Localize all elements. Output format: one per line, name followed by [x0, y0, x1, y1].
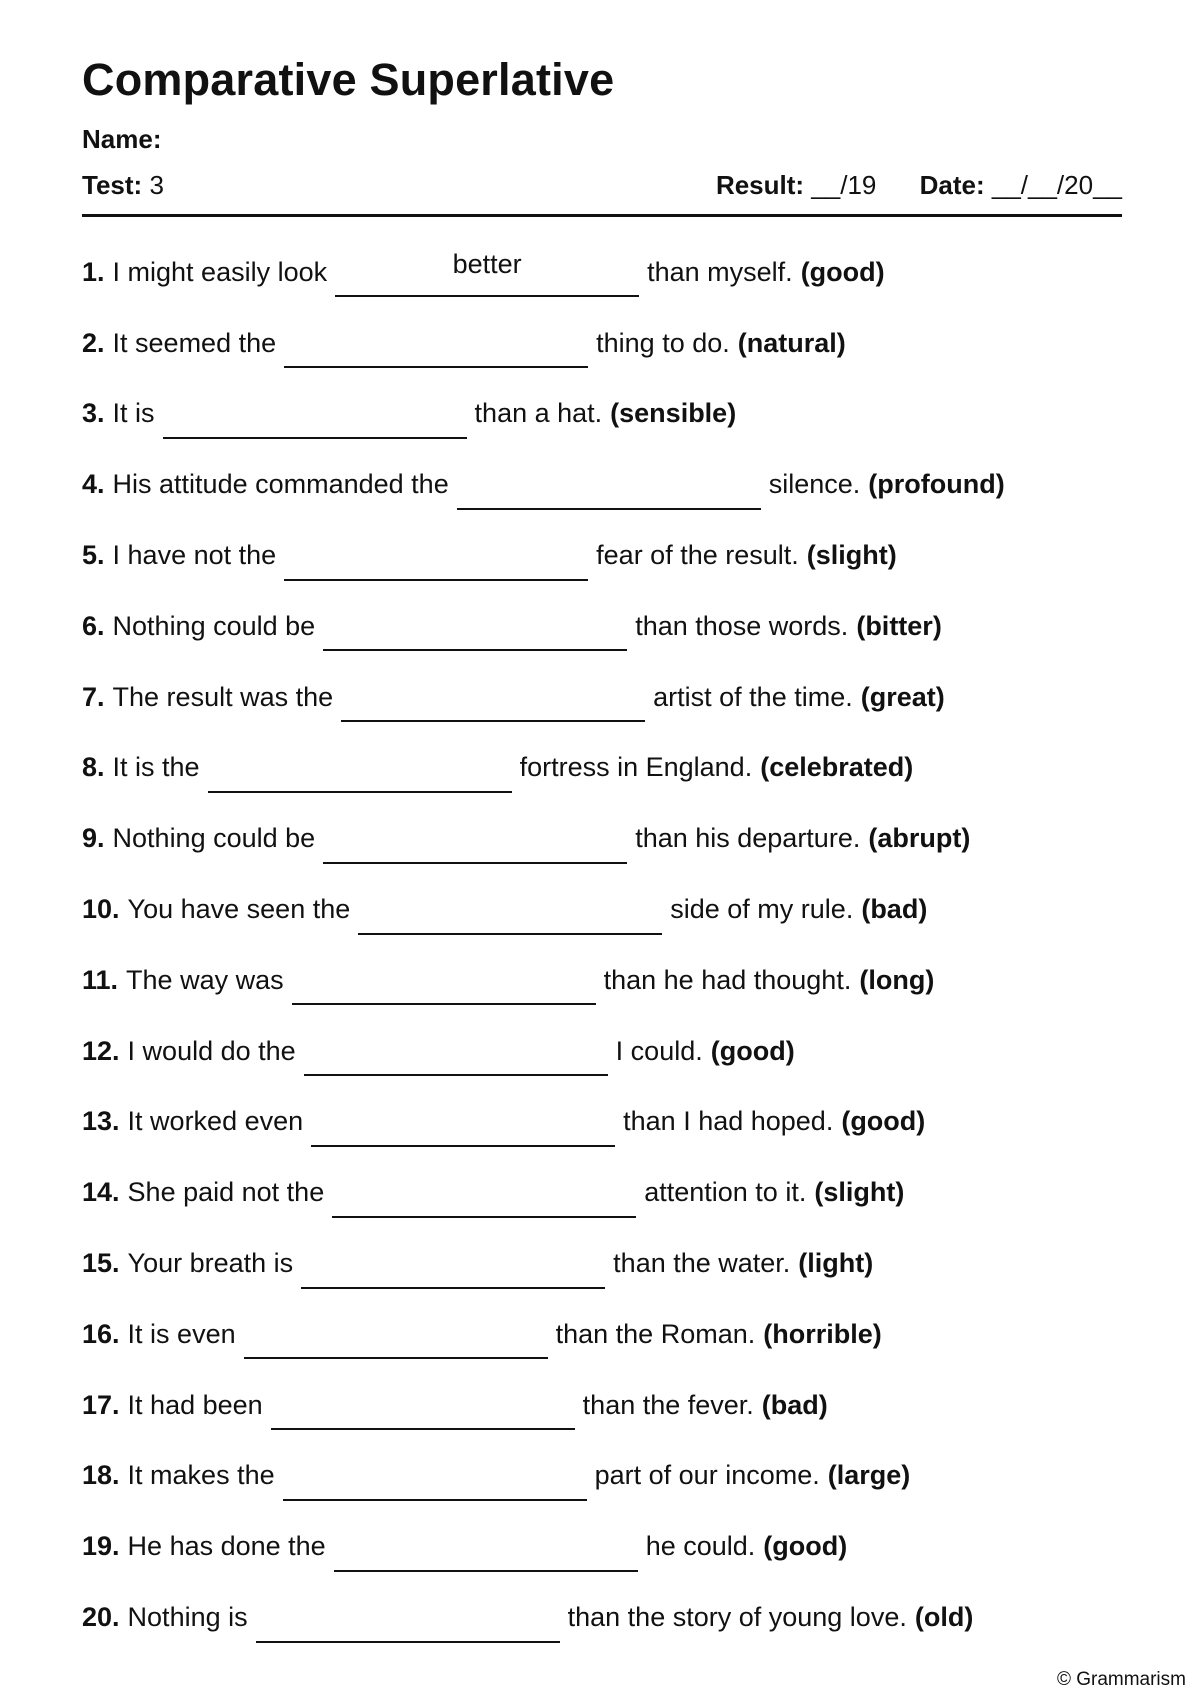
question-hint: (bitter)	[856, 610, 942, 641]
question-number: 13.	[82, 1106, 120, 1137]
question-item	[82, 945, 1122, 1016]
question-item	[82, 803, 1122, 874]
question-item	[82, 662, 1122, 733]
question-text-before: It makes the	[127, 1460, 275, 1491]
question-hint: (abrupt)	[868, 823, 971, 854]
question-hint: (light)	[798, 1248, 874, 1279]
question-hint: (old)	[914, 1602, 974, 1633]
question-number: 4.	[82, 469, 105, 500]
question-number: 19.	[82, 1531, 120, 1562]
question-number: 14.	[82, 1177, 120, 1208]
question-hint: (sensible)	[610, 398, 737, 429]
answer-blank[interactable]	[335, 249, 639, 297]
answer-blank[interactable]	[256, 1605, 560, 1643]
name-row	[82, 122, 1122, 156]
question-number: 6.	[82, 610, 105, 641]
question-hint: (good)	[800, 256, 885, 287]
answer-blank[interactable]	[323, 826, 627, 864]
question-item	[82, 1157, 1122, 1228]
question-item	[82, 1087, 1122, 1158]
question-text-before: It had been	[127, 1389, 263, 1420]
name-label: Name:	[82, 124, 162, 154]
answer-blank[interactable]	[311, 1109, 615, 1147]
question-item	[82, 237, 1122, 308]
question-number: 20.	[82, 1602, 120, 1633]
question-text-after: fortress in England.	[519, 752, 753, 783]
question-hint: (good)	[763, 1531, 848, 1562]
question-item	[82, 1228, 1122, 1299]
question-text-after: than he had thought.	[603, 964, 852, 995]
result-date-info	[716, 168, 1122, 202]
page-title: Comparative Superlative	[82, 54, 615, 105]
question-number: 17.	[82, 1389, 120, 1420]
question-hint: (celebrated)	[760, 752, 914, 783]
answer-blank[interactable]	[301, 1251, 605, 1289]
question-number: 2.	[82, 327, 105, 358]
info-row	[82, 168, 1122, 202]
question-text-before: I would do the	[127, 1035, 296, 1066]
question-number: 7.	[82, 681, 105, 712]
question-text-before: It worked even	[127, 1106, 304, 1137]
question-number: 16.	[82, 1318, 120, 1349]
question-item	[82, 379, 1122, 450]
answer-blank[interactable]	[283, 1463, 587, 1501]
question-hint: (bad)	[861, 894, 928, 925]
question-number: 18.	[82, 1460, 120, 1491]
test-number: 3	[149, 170, 164, 200]
question-number: 3.	[82, 398, 105, 429]
answer-blank[interactable]	[208, 755, 512, 793]
question-text-after: fear of the result.	[596, 540, 799, 571]
question-item	[82, 591, 1122, 662]
question-text-before: She paid not the	[127, 1177, 325, 1208]
answer-blank[interactable]	[292, 967, 596, 1005]
question-text-after: I could.	[615, 1035, 703, 1066]
answer-blank[interactable]	[284, 543, 588, 581]
question-text-after: than the water.	[613, 1248, 791, 1279]
question-item	[82, 874, 1122, 945]
question-list	[82, 237, 1122, 1653]
worksheet	[82, 52, 1122, 1653]
question-text-before: He has done the	[127, 1531, 326, 1562]
question-item	[82, 1582, 1122, 1653]
question-text-after: than the Roman.	[555, 1318, 756, 1349]
question-text-after: than the fever.	[582, 1389, 754, 1420]
question-text-after: side of my rule.	[670, 894, 854, 925]
question-hint: (good)	[710, 1035, 795, 1066]
question-text-before: Nothing could be	[112, 610, 316, 641]
question-text-before: The result was the	[112, 681, 334, 712]
question-text-after: he could.	[645, 1531, 756, 1562]
copyright-notice: © Grammarism	[1056, 1669, 1186, 1690]
question-text-after: than I had hoped.	[623, 1106, 834, 1137]
question-item	[82, 1511, 1122, 1582]
question-text-before: Nothing is	[127, 1602, 248, 1633]
question-item	[82, 1370, 1122, 1441]
answer-blank[interactable]	[341, 684, 645, 722]
test-info	[82, 168, 164, 202]
question-text-after: than his departure.	[635, 823, 861, 854]
question-text-before: It is	[112, 398, 155, 429]
answer-blank[interactable]	[271, 1392, 575, 1430]
question-number: 5.	[82, 540, 105, 571]
question-number: 10.	[82, 894, 120, 925]
question-item	[82, 449, 1122, 520]
question-hint: (good)	[841, 1106, 926, 1137]
question-text-before: It is even	[127, 1318, 236, 1349]
question-text-before: I have not the	[112, 540, 277, 571]
answer-blank[interactable]	[304, 1038, 608, 1076]
question-item	[82, 1441, 1122, 1512]
answer-text: better	[452, 249, 522, 280]
question-number: 1.	[82, 256, 105, 287]
question-text-after: thing to do.	[596, 327, 730, 358]
question-hint: (natural)	[737, 327, 846, 358]
question-hint: (large)	[827, 1460, 911, 1491]
answer-blank[interactable]	[163, 401, 467, 439]
answer-blank[interactable]	[332, 1180, 636, 1218]
question-text-after: than those words.	[635, 610, 849, 641]
date-label: Date:	[919, 170, 985, 200]
question-hint: (great)	[860, 681, 945, 712]
question-hint: (profound)	[868, 469, 1005, 500]
answer-blank[interactable]	[334, 1534, 638, 1572]
question-number: 9.	[82, 823, 105, 854]
question-text-before: His attitude commanded the	[112, 469, 449, 500]
question-text-before: Nothing could be	[112, 823, 316, 854]
answer-blank[interactable]	[284, 330, 588, 368]
answer-blank[interactable]	[244, 1321, 548, 1359]
question-text-before: I might easily look	[112, 256, 328, 287]
question-text-after: silence.	[768, 469, 861, 500]
question-text-after: part of our income.	[594, 1460, 820, 1491]
question-number: 15.	[82, 1248, 120, 1279]
question-text-after: attention to it.	[644, 1177, 807, 1208]
question-number: 11.	[82, 964, 119, 995]
question-text-after: artist of the time.	[653, 681, 853, 712]
result-label: Result:	[715, 170, 805, 200]
question-item	[82, 1299, 1122, 1370]
answer-blank[interactable]	[358, 897, 662, 935]
question-hint: (horrible)	[763, 1318, 882, 1349]
answer-blank[interactable]	[457, 472, 761, 510]
header-divider	[82, 214, 1122, 217]
question-text-after: than a hat.	[474, 398, 603, 429]
question-item	[82, 308, 1122, 379]
test-label: Test:	[82, 170, 143, 200]
question-text-before: You have seen the	[127, 894, 351, 925]
result-value: __/19	[811, 170, 877, 200]
question-item	[82, 520, 1122, 591]
answer-blank[interactable]	[323, 613, 627, 651]
question-text-before: It is the	[112, 752, 200, 783]
question-text-after: than myself.	[647, 256, 793, 287]
question-item	[82, 1016, 1122, 1087]
question-hint: (bad)	[761, 1389, 828, 1420]
question-hint: (slight)	[806, 540, 897, 571]
question-number: 8.	[82, 752, 105, 783]
question-text-before: It seemed the	[112, 327, 277, 358]
question-item	[82, 733, 1122, 804]
question-number: 12.	[82, 1035, 120, 1066]
question-hint: (slight)	[814, 1177, 905, 1208]
question-hint: (long)	[859, 964, 935, 995]
question-text-after: than the story of young love.	[567, 1602, 907, 1633]
date-value: __/__/20__	[991, 170, 1122, 200]
question-text-before: Your breath is	[127, 1248, 294, 1279]
question-text-before: The way was	[126, 964, 284, 995]
